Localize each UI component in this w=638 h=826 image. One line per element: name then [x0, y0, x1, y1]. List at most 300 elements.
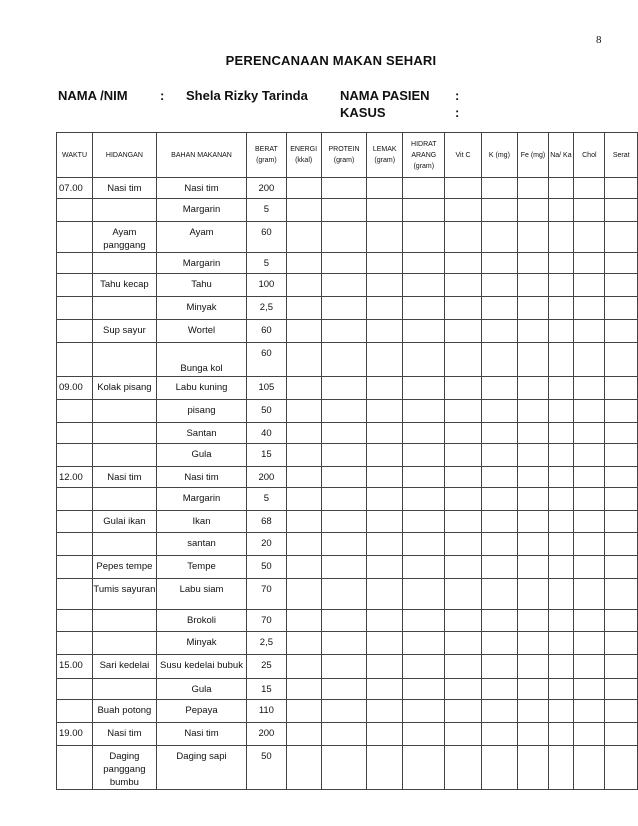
cell-k	[481, 579, 518, 610]
cell-lemak	[367, 199, 403, 222]
cell-k	[481, 320, 518, 343]
cell-chol	[574, 423, 605, 444]
cell-berat: 2,5	[247, 632, 286, 655]
cell-vit-c	[445, 723, 481, 746]
cell-lemak	[367, 320, 403, 343]
cell-na-ka	[548, 297, 574, 320]
cell-protein	[321, 533, 367, 556]
cell-k	[481, 723, 518, 746]
table-row	[57, 556, 638, 579]
cell-lemak	[367, 700, 403, 723]
cell-na-ka	[548, 746, 574, 790]
cell-protein	[321, 610, 367, 632]
cell-bahan-makanan: Labu kuning	[156, 377, 246, 400]
cell-energi	[286, 632, 321, 655]
cell-bahan-makanan: Ikan	[156, 511, 246, 533]
cell-vit-c	[445, 297, 481, 320]
cell-serat	[605, 444, 638, 467]
table-row	[57, 253, 638, 274]
cell-waktu	[57, 700, 93, 723]
cell-hidangan	[93, 533, 157, 556]
cell-hidrat-arang	[403, 320, 445, 343]
meal-plan-table	[56, 132, 638, 790]
cell-hidrat-arang	[403, 746, 445, 790]
cell-chol	[574, 679, 605, 700]
col-waktu: WAKTU	[57, 133, 93, 178]
cell-serat	[605, 579, 638, 610]
table-row	[57, 274, 638, 297]
cell-lemak	[367, 723, 403, 746]
cell-lemak	[367, 222, 403, 253]
cell-na-ka	[548, 199, 574, 222]
cell-fe	[518, 610, 548, 632]
cell-fe	[518, 377, 548, 400]
cell-protein	[321, 467, 367, 488]
cell-energi	[286, 467, 321, 488]
table-header-row	[57, 133, 638, 178]
table-body	[57, 178, 638, 790]
cell-serat	[605, 253, 638, 274]
cell-energi	[286, 400, 321, 423]
cell-energi	[286, 511, 321, 533]
cell-protein	[321, 297, 367, 320]
table-row	[57, 533, 638, 556]
cell-chol	[574, 511, 605, 533]
cell-hidrat-arang	[403, 655, 445, 679]
cell-chol	[574, 556, 605, 579]
col-k: K (mg)	[481, 133, 518, 178]
cell-vit-c	[445, 377, 481, 400]
cell-berat: 25	[247, 655, 286, 679]
cell-k	[481, 377, 518, 400]
cell-waktu	[57, 400, 93, 423]
cell-k	[481, 178, 518, 199]
cell-chol	[574, 400, 605, 423]
col-hidangan: HIDANGAN	[93, 133, 157, 178]
cell-serat	[605, 632, 638, 655]
cell-hidangan: Tahu kecap	[93, 274, 157, 297]
cell-k	[481, 400, 518, 423]
cell-bahan-makanan: Nasi tim	[156, 723, 246, 746]
cell-fe	[518, 679, 548, 700]
cell-hidangan	[93, 400, 157, 423]
cell-bahan-makanan: Susu kedelai bubuk	[156, 655, 246, 679]
cell-chol	[574, 610, 605, 632]
cell-na-ka	[548, 274, 574, 297]
cell-serat	[605, 610, 638, 632]
cell-lemak	[367, 511, 403, 533]
table-row	[57, 746, 638, 790]
cell-protein	[321, 400, 367, 423]
cell-na-ka	[548, 488, 574, 511]
cell-chol	[574, 320, 605, 343]
cell-energi	[286, 199, 321, 222]
cell-serat	[605, 488, 638, 511]
cell-lemak	[367, 579, 403, 610]
cell-berat: 60	[247, 320, 286, 343]
col-chol: Chol	[574, 133, 605, 178]
cell-fe	[518, 511, 548, 533]
cell-hidangan	[93, 199, 157, 222]
cell-protein	[321, 679, 367, 700]
cell-serat	[605, 222, 638, 253]
cell-hidangan	[93, 444, 157, 467]
cell-vit-c	[445, 511, 481, 533]
cell-berat: 60	[247, 343, 286, 377]
cell-lemak	[367, 655, 403, 679]
cell-fe	[518, 746, 548, 790]
cell-waktu	[57, 343, 93, 377]
cell-lemak	[367, 679, 403, 700]
table-row	[57, 467, 638, 488]
cell-bahan-makanan: Tempe	[156, 556, 246, 579]
col-na-ka: Na/ Ka	[548, 133, 574, 178]
cell-lemak	[367, 178, 403, 199]
cell-na-ka	[548, 533, 574, 556]
cell-serat	[605, 377, 638, 400]
table-row	[57, 320, 638, 343]
cell-hidangan	[93, 343, 157, 377]
cell-bahan-makanan: Minyak	[156, 632, 246, 655]
cell-chol	[574, 343, 605, 377]
cell-berat: 15	[247, 679, 286, 700]
cell-fe	[518, 253, 548, 274]
cell-fe	[518, 467, 548, 488]
cell-k	[481, 610, 518, 632]
cell-bahan-makanan: Minyak	[156, 297, 246, 320]
cell-vit-c	[445, 556, 481, 579]
cell-hidangan	[93, 297, 157, 320]
cell-hidrat-arang	[403, 488, 445, 511]
cell-energi	[286, 746, 321, 790]
table-row	[57, 579, 638, 610]
cell-hidangan: Tumis sayuran	[93, 579, 157, 610]
cell-chol	[574, 488, 605, 511]
cell-na-ka	[548, 343, 574, 377]
cell-bahan-makanan: Ayam	[156, 222, 246, 253]
cell-fe	[518, 178, 548, 199]
cell-energi	[286, 343, 321, 377]
cell-na-ka	[548, 632, 574, 655]
cell-serat	[605, 320, 638, 343]
cell-na-ka	[548, 610, 574, 632]
nim-label: NAMA /NIM	[58, 88, 128, 103]
cell-serat	[605, 400, 638, 423]
cell-lemak	[367, 533, 403, 556]
cell-waktu	[57, 746, 93, 790]
cell-fe	[518, 400, 548, 423]
cell-na-ka	[548, 222, 574, 253]
cell-vit-c	[445, 253, 481, 274]
cell-bahan-makanan: Margarin	[156, 199, 246, 222]
cell-k	[481, 343, 518, 377]
cell-na-ka	[548, 253, 574, 274]
case-colon: :	[455, 105, 460, 120]
cell-energi	[286, 533, 321, 556]
cell-hidrat-arang	[403, 511, 445, 533]
cell-protein	[321, 746, 367, 790]
col-fe: Fe (mg)	[518, 133, 548, 178]
cell-berat: 70	[247, 579, 286, 610]
cell-fe	[518, 700, 548, 723]
cell-energi	[286, 253, 321, 274]
cell-lemak	[367, 610, 403, 632]
cell-hidangan	[93, 423, 157, 444]
cell-energi	[286, 488, 321, 511]
cell-vit-c	[445, 579, 481, 610]
cell-hidrat-arang	[403, 297, 445, 320]
cell-hidrat-arang	[403, 632, 445, 655]
cell-hidrat-arang	[403, 222, 445, 253]
cell-bahan-makanan: Bunga kol	[156, 343, 246, 377]
page-title: PERENCANAAN MAKAN SEHARI	[225, 53, 437, 68]
cell-k	[481, 700, 518, 723]
cell-fe	[518, 343, 548, 377]
cell-hidangan: Kolak pisang	[93, 377, 157, 400]
cell-serat	[605, 297, 638, 320]
cell-chol	[574, 533, 605, 556]
cell-fe	[518, 655, 548, 679]
table-row	[57, 423, 638, 444]
cell-na-ka	[548, 700, 574, 723]
cell-lemak	[367, 467, 403, 488]
cell-fe	[518, 199, 548, 222]
cell-energi	[286, 320, 321, 343]
cell-energi	[286, 297, 321, 320]
cell-berat: 50	[247, 556, 286, 579]
cell-vit-c	[445, 679, 481, 700]
cell-chol	[574, 377, 605, 400]
cell-vit-c	[445, 467, 481, 488]
cell-hidangan: Buah potong	[93, 700, 157, 723]
cell-bahan-makanan: Labu siam	[156, 579, 246, 610]
cell-hidangan: Nasi tim	[93, 723, 157, 746]
cell-fe	[518, 444, 548, 467]
cell-berat: 2,5	[247, 297, 286, 320]
cell-waktu	[57, 253, 93, 274]
cell-lemak	[367, 253, 403, 274]
student-name: Shela Rizky Tarinda	[186, 88, 308, 103]
cell-na-ka	[548, 579, 574, 610]
cell-chol	[574, 178, 605, 199]
cell-hidangan	[93, 632, 157, 655]
cell-hidangan: Gulai ikan	[93, 511, 157, 533]
cell-energi	[286, 610, 321, 632]
cell-waktu	[57, 222, 93, 253]
cell-k	[481, 297, 518, 320]
cell-berat: 100	[247, 274, 286, 297]
cell-protein	[321, 723, 367, 746]
cell-berat: 5	[247, 199, 286, 222]
cell-vit-c	[445, 178, 481, 199]
cell-k	[481, 511, 518, 533]
cell-serat	[605, 178, 638, 199]
cell-hidangan: Pepes tempe	[93, 556, 157, 579]
cell-energi	[286, 556, 321, 579]
cell-energi	[286, 377, 321, 400]
cell-vit-c	[445, 488, 481, 511]
cell-lemak	[367, 377, 403, 400]
table-row	[57, 178, 638, 199]
col-serat: Serat	[605, 133, 638, 178]
cell-k	[481, 746, 518, 790]
patient-colon: :	[455, 88, 460, 103]
cell-chol	[574, 444, 605, 467]
cell-lemak	[367, 746, 403, 790]
cell-waktu	[57, 556, 93, 579]
cell-hidangan: Ayam panggang	[93, 222, 157, 253]
cell-lemak	[367, 274, 403, 297]
cell-hidangan: Sup sayur	[93, 320, 157, 343]
cell-bahan-makanan: Brokoli	[156, 610, 246, 632]
cell-protein	[321, 274, 367, 297]
cell-berat: 60	[247, 222, 286, 253]
cell-serat	[605, 274, 638, 297]
cell-chol	[574, 467, 605, 488]
cell-hidrat-arang	[403, 467, 445, 488]
cell-hidrat-arang	[403, 723, 445, 746]
cell-serat	[605, 343, 638, 377]
cell-fe	[518, 423, 548, 444]
cell-bahan-makanan: Wortel	[156, 320, 246, 343]
cell-k	[481, 467, 518, 488]
cell-vit-c	[445, 632, 481, 655]
cell-fe	[518, 222, 548, 253]
cell-hidangan	[93, 610, 157, 632]
cell-hidrat-arang	[403, 423, 445, 444]
cell-protein	[321, 320, 367, 343]
cell-energi	[286, 222, 321, 253]
cell-hidangan: Daging panggang bumbu	[93, 746, 157, 790]
cell-hidangan: Sari kedelai	[93, 655, 157, 679]
cell-vit-c	[445, 610, 481, 632]
table-row	[57, 377, 638, 400]
cell-fe	[518, 632, 548, 655]
cell-protein	[321, 579, 367, 610]
col-hidrat-arang: HIDRAT ARANG (gram)	[403, 133, 445, 178]
table-row	[57, 222, 638, 253]
cell-hidrat-arang	[403, 579, 445, 610]
cell-fe	[518, 320, 548, 343]
cell-na-ka	[548, 400, 574, 423]
cell-vit-c	[445, 274, 481, 297]
cell-hidangan: Nasi tim	[93, 467, 157, 488]
table-row	[57, 655, 638, 679]
cell-bahan-makanan: Gula	[156, 444, 246, 467]
cell-bahan-makanan: Pepaya	[156, 700, 246, 723]
cell-serat	[605, 655, 638, 679]
cell-vit-c	[445, 746, 481, 790]
cell-energi	[286, 444, 321, 467]
cell-protein	[321, 343, 367, 377]
table-row	[57, 488, 638, 511]
cell-fe	[518, 533, 548, 556]
cell-waktu	[57, 679, 93, 700]
cell-waktu	[57, 632, 93, 655]
col-bahan-makanan: BAHAN MAKANAN	[156, 133, 246, 178]
table-row	[57, 297, 638, 320]
cell-berat: 20	[247, 533, 286, 556]
cell-waktu	[57, 610, 93, 632]
cell-serat	[605, 700, 638, 723]
cell-bahan-makanan: Nasi tim	[156, 178, 246, 199]
cell-chol	[574, 579, 605, 610]
cell-energi	[286, 579, 321, 610]
cell-hidangan	[93, 253, 157, 274]
cell-hidrat-arang	[403, 178, 445, 199]
cell-vit-c	[445, 700, 481, 723]
cell-bahan-makanan: pisang	[156, 400, 246, 423]
table-row	[57, 700, 638, 723]
cell-serat	[605, 679, 638, 700]
cell-serat	[605, 199, 638, 222]
cell-protein	[321, 700, 367, 723]
cell-protein	[321, 253, 367, 274]
cell-berat: 70	[247, 610, 286, 632]
cell-k	[481, 679, 518, 700]
cell-waktu: 12.00	[57, 467, 93, 488]
cell-vit-c	[445, 199, 481, 222]
cell-protein	[321, 444, 367, 467]
cell-k	[481, 655, 518, 679]
cell-berat: 200	[247, 723, 286, 746]
cell-berat: 200	[247, 178, 286, 199]
cell-lemak	[367, 297, 403, 320]
cell-waktu	[57, 511, 93, 533]
cell-waktu: 07.00	[57, 178, 93, 199]
cell-hidangan: Nasi tim	[93, 178, 157, 199]
cell-na-ka	[548, 723, 574, 746]
cell-fe	[518, 723, 548, 746]
table-row	[57, 723, 638, 746]
table-row	[57, 400, 638, 423]
cell-waktu	[57, 488, 93, 511]
cell-berat: 40	[247, 423, 286, 444]
cell-vit-c	[445, 320, 481, 343]
cell-fe	[518, 297, 548, 320]
cell-waktu: 15.00	[57, 655, 93, 679]
cell-waktu: 09.00	[57, 377, 93, 400]
cell-k	[481, 444, 518, 467]
cell-na-ka	[548, 423, 574, 444]
cell-serat	[605, 533, 638, 556]
cell-bahan-makanan: Nasi tim	[156, 467, 246, 488]
cell-hidrat-arang	[403, 556, 445, 579]
cell-serat	[605, 467, 638, 488]
cell-lemak	[367, 556, 403, 579]
cell-protein	[321, 655, 367, 679]
nim-colon: :	[160, 88, 165, 103]
cell-serat	[605, 423, 638, 444]
cell-lemak	[367, 632, 403, 655]
cell-waktu	[57, 320, 93, 343]
page-number: 8	[596, 34, 602, 46]
cell-lemak	[367, 400, 403, 423]
cell-k	[481, 488, 518, 511]
cell-vit-c	[445, 400, 481, 423]
cell-hidrat-arang	[403, 343, 445, 377]
cell-energi	[286, 679, 321, 700]
cell-protein	[321, 511, 367, 533]
cell-na-ka	[548, 178, 574, 199]
cell-berat: 5	[247, 488, 286, 511]
cell-bahan-makanan: Santan	[156, 423, 246, 444]
cell-serat	[605, 746, 638, 790]
case-label: KASUS	[340, 105, 386, 120]
cell-bahan-makanan: Daging sapi	[156, 746, 246, 790]
cell-lemak	[367, 423, 403, 444]
col-energi: ENERGI (kkal)	[286, 133, 321, 178]
